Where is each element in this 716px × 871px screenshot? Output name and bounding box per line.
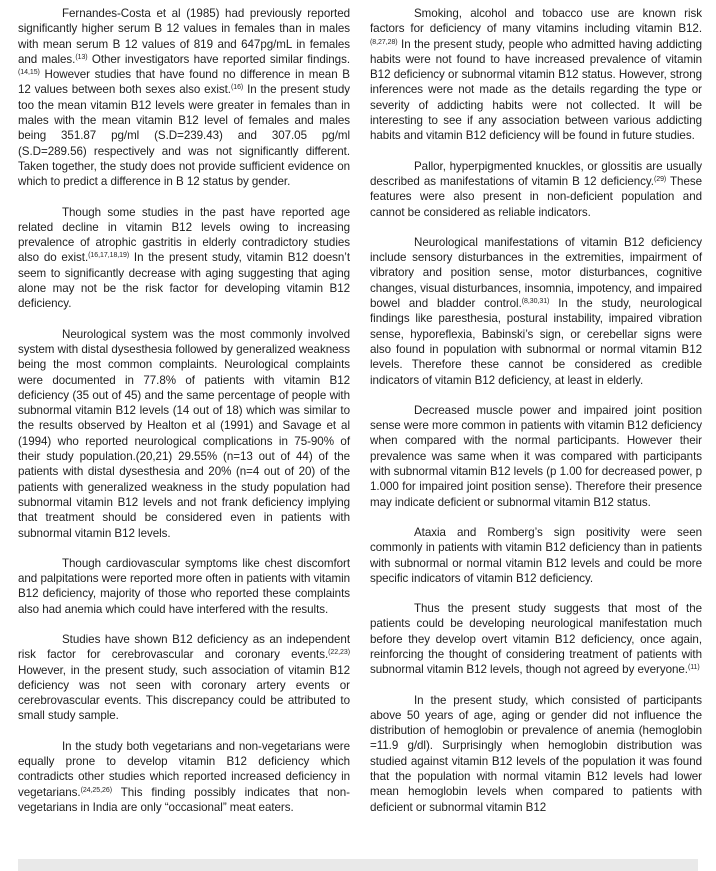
page-footer-bar (18, 859, 698, 871)
body-paragraph (18, 6, 350, 190)
body-paragraph (370, 235, 702, 388)
paragraph-text: In the present study, vitamin B12 doesn’t seem to significantly decrease with aging suggesting that aging alone may not be the risk factor for developing vitamin B12 deficiency. (18, 251, 351, 311)
body-paragraph (370, 403, 702, 510)
paragraph-text: Though some studies in the past have reported age related decline in vitamin B12 levels owing to increasing prevalence of atrophic gastritis in elderly contradictory studies also do exist. (18, 205, 350, 265)
body-paragraph (18, 632, 350, 724)
citation-ref: (29) (653, 175, 667, 183)
body-paragraph (370, 601, 702, 677)
paragraph-text: Neurological manifestations of vitamin B12 deficiency include sensory disturbances in the extremities, impairment of vibratory and position sense, motor disturbances, cognitive changes, visual disturbances, insomnia, impotency, and impaired bowel and bladder control. (370, 235, 702, 311)
paragraph-text: This finding possibly indicates that non-vegetarians in India are only “occasional” meat eaters. (18, 785, 350, 814)
body-paragraph (18, 739, 350, 815)
paragraph-text: Thus the present study suggests that most of the patients could be developing neurological manifestation much before they develop overt vitamin B12 deficiency, once again, reinforcing the thought of considering treatment of patients with subnormal vitamin B12 levels, though not agreed by everyone. (370, 602, 702, 677)
paragraph-text: Smoking, alcohol and tobacco use are known risk factors for deficiency of many vitamins including vitamin B12. (370, 7, 702, 36)
right-column (370, 6, 702, 856)
citation-ref: (22,23) (328, 649, 350, 657)
citation-ref: (8,27,28) (370, 38, 398, 46)
citation-ref: (16,17,18,19) (88, 252, 130, 260)
paragraph-text: Neurological system was the most commonly involved system with distal dysesthesia followed by generalized weakness being the most common complaints. Neurological complaints were documented in 77.8% of patients with vitamin B12 deficiency (35 out of 45) and the same percentage of people with subnormal vitamin B12 levels (14 out of 18) which was similar to the results observed by Healton et al (1991) and Savage et al (1994) who reported neurological complications in 75-90% of their study population.(20,21) 29.55% (n=13 out of 44) of the patients with distal dysesthesia and 20% (n=4 out of 20) of the patients with generalized weakness in the study population had subnormal vitamin B12 levels and not frank deficiency implying that treatment should be considered even in patients with subnormal vitamin B12 levels. (18, 327, 350, 540)
citation-ref: (24,25,26) (80, 786, 112, 794)
left-column (18, 6, 350, 856)
paragraph-text: However, in the present study, such association of vitamin B12 deficiency was not seen with coronary artery events or cerebrovascular events. This discrepancy could be attributed to small study sample. (18, 663, 350, 723)
paragraph-text: Other investigators have reported similar findings. (87, 52, 350, 66)
citation-ref: (11) (687, 664, 700, 672)
paragraph-text: In the present study too the mean vitamin B12 levels were greater in females than in males with the mean vitamin B12 level of females and males being 351.87 pg/ml (S.D=239.43) and 307.05 pg/ml (S.D=289.56) respectively and was not significantly different. Taken together, the study does not provide sufficient evidence on which to predict a difference in B 12 status by gender. (18, 83, 350, 189)
citation-ref: (13) (75, 53, 88, 61)
article-page (18, 6, 702, 856)
paragraph-text: In the study both vegetarians and non-vegetarians were equally prone to develop vitamin B12 deficiency which contradicts other studies which reported increased deficiency in vegetarians. (18, 739, 350, 799)
body-paragraph (18, 205, 350, 312)
citation-ref: (8,30,31) (521, 298, 550, 306)
paragraph-text: Pallor, hyperpigmented knuckles, or glossitis are usually described as manifestations of vitamin B 12 deficiency. (370, 159, 702, 188)
paragraph-text: Though cardiovascular symptoms like chest discomfort and palpitations were reported more often in patients with vitamin B12 deficiency, majority of those who reported these complaints also had anemia which could have interfered with the results. (18, 556, 350, 616)
paragraph-text: Decreased muscle power and impaired joint position sense were more common in patients with vitamin B12 deficiency when compared with the normal participants. However their prevalence was same when it was compared with participants with subnormal vitamin B12 levels (p 1.00 for decreased power, p 1.000 for impaired joint position sense). Therefore their presence may indicate deficient or subnormal vitamin B12 status. (370, 403, 702, 509)
paragraph-text: In the present study, which consisted of participants above 50 years of age, aging or gender did not influence the distribution of hemoglobin or prevalence of anemia (hemoglobin =11.9 g/dl). Surprisingly when hemoglobin distribution was studied against vitamin B12 levels of the population it was found that the population with normal vitamin B12 levels had lower mean hemoglobin levels when compared to patients with deficient or subnormal vitamin B12 (370, 693, 702, 814)
citation-ref: (14,15) (18, 69, 40, 77)
body-paragraph (370, 6, 702, 144)
body-paragraph (370, 525, 702, 586)
paragraph-text: In the study, neurological findings like paresthesia, postural instability, impaired vibration sense, hyporeflexia, Babinski’s sign, or cerebellar signs were also found in population with subnormal or normal vitamin B12 levels. Therefore these cannot be considered as credible indicators of vitamin B12 deficiency, at least in elderly. (370, 297, 702, 387)
paragraph-text: Fernandes-Costa et al (1985) had previously reported significantly higher serum B 12 values in females than in males with mean serum B 12 values of 819 and 647pg/mL in females and males. (18, 7, 350, 66)
paragraph-text: These features were also present in non-deficient population and cannot be considered as reliable indicators. (370, 174, 702, 219)
paragraph-text: However studies that have found no difference in mean B 12 values between both sexes also exist. (18, 68, 350, 97)
citation-ref: (16) (230, 84, 244, 92)
paragraph-text: In the present study, people who admitted having addicting habits were not found to have increased prevalence of vitamin B12 deficiency or subnormal vitamin B12 status. However, strong inferences were not made as the details regarding the type or severity of addicting habits were not collected. It will be interesting to see if any association between various addicting habits and vitamin B12 deficiency will be found in future studies. (370, 37, 702, 143)
body-paragraph (18, 556, 350, 617)
paragraph-text: Ataxia and Romberg’s sign positivity were seen commonly in patients with vitamin B12 deficiency than in patients with subnormal or normal vitamin B12 levels and could be more specific indicators of vitamin B12 deficiency. (370, 525, 702, 585)
paragraph-text: Studies have shown B12 deficiency as an independent risk factor for cerebrovascular and coronary events. (18, 632, 350, 662)
body-paragraph (18, 327, 350, 541)
body-paragraph (370, 159, 702, 220)
body-paragraph (370, 693, 702, 815)
